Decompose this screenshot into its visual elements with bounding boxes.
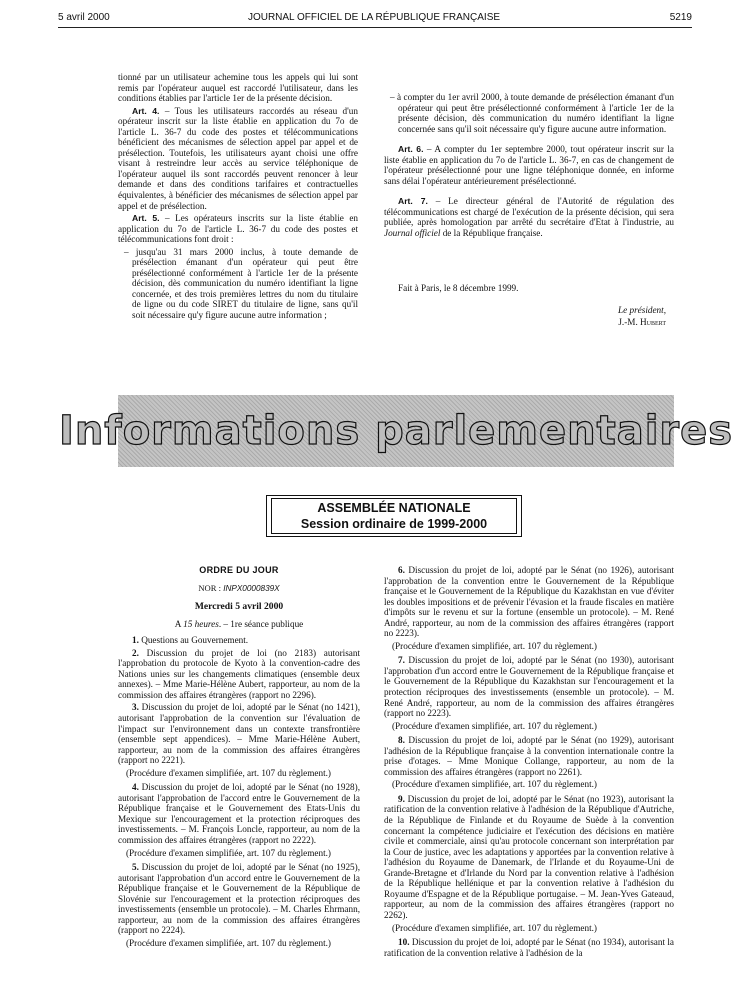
article-text: – Les opérateurs inscrits sur la liste établie en application du 7o de l'article L. 36-7 du code des postes et télécommunications font droit :	[118, 213, 358, 245]
agenda-title: ORDRE DU JOUR	[199, 565, 279, 575]
agenda-item	[118, 635, 360, 646]
signature-surname: Hubert	[640, 317, 666, 327]
signature-initials: J.-M.	[618, 317, 641, 327]
agenda-item-number: 9.	[398, 793, 405, 804]
agenda-item-text: Discussion du projet de loi, adopté par le Sénat (no 1934), autorisant la ratification de la convention relative à l'adhésion de la	[384, 937, 674, 958]
procedure-note: (Procédure d'examen simplifiée, art. 107 du règlement.)	[126, 847, 331, 858]
agenda-item-number: 6.	[398, 565, 405, 575]
agenda-item	[384, 655, 674, 718]
agenda-item	[118, 862, 360, 936]
nor-reference	[118, 583, 360, 595]
article-4	[118, 106, 358, 211]
article-text: – Le directeur général de l'Autorité de régulation des télécommunications est chargé de l'exécution de la présente décision, qui sera publiée, après homologation par arrêté du secrétaire d'Etat à l'industrie, au	[384, 196, 674, 228]
signature-title: Le président,	[618, 305, 666, 315]
agenda-item-text: Discussion du projet de loi, adopté par le Sénat (no 1930), autorisant l'approbation d'un accord entre le Gouvernement de la République française et le Gouvernement de la République du Kazakhstan sur l'encouragement et la protection réciproques des investissements (ensemble un protocole). – M. René André, rapporteur, au nom de la commission des affaires étrangères (rapport no 2223).	[384, 655, 674, 719]
procedure-note: (Procédure d'examen simplifiée, art. 107 du règlement.)	[126, 767, 331, 778]
procedure-note: (Procédure d'examen simplifiée, art. 107 du règlement.)	[392, 640, 597, 651]
agenda-item	[384, 937, 674, 958]
article-5-dash-1: – jusqu'au 31 mars 2000 inclus, à toute demande de présélection émanant d'un opérateur qui peut être présélectionné conformément à l'article 1er de la présente décision, dès communication du numéro identifiant la ligne concernée, et des trois premières lettres du nom du titulaire de ligne ou du code SIRET du titulaire de ligne, sans qu'il soit nécessaire qu'y figure aucune autre information ;	[124, 246, 358, 321]
agenda-item-number: 4.	[132, 782, 139, 793]
header-journal-title: JOURNAL OFFICIEL DE LA RÉPUBLIQUE FRANÇAISE	[247, 12, 501, 23]
article-7	[384, 196, 674, 238]
decision-paragraph: tionné par un utilisateur achemine tous les appels qui lui sont remis par l'opérateur auquel est raccordé l'utilisateur, dans les conditions établies par l'article 1er de la présente décision.	[118, 72, 358, 104]
article-text: de la République française.	[440, 228, 543, 239]
seance-suffix: . – 1re séance publique	[218, 618, 304, 629]
agenda-item-number: 1.	[132, 635, 139, 646]
procedure-note: (Procédure d'examen simplifiée, art. 107 du règlement.)	[392, 779, 597, 790]
nor-label: NOR :	[198, 582, 224, 593]
journal-officiel-italic: Journal officiel	[384, 228, 441, 239]
fait-a-paris: Fait à Paris, le 8 décembre 1999.	[398, 283, 519, 293]
header-date: 5 avril 2000	[58, 12, 110, 23]
nor-code: INPX0000839X	[223, 583, 280, 593]
decision-right-column	[384, 92, 674, 241]
agenda-item-text: Questions au Gouvernement.	[138, 635, 249, 646]
agenda-item-text: Discussion du projet de loi, adopté par le Sénat (no 1923), autorisant la ratification de la convention relative à l'adhésion de la République d'Autriche, de la République de Finlande et du Royaume de Suède à la convention concernant la compétence judiciaire et l'exécution des décisions en matière civile et commerciale, ainsi qu'au protocole concernant son interprétation par la Cour de justice, avec les adaptations y apportées par la convention relative à l'adhésion du Royaume de Danemark, de l'Irlande et du Royaume-Uni de Grande-Bretagne et d'Irlande du Nord par la convention relative à l'adhésion de la République hellénique et par la convention relative à l'adhésion du Royaume d'Espagne et de la République portugaise. – M. Jean-Yves Gateaud, rapporteur, au nom de la commission des affaires étrangères (rapport no 2262).	[384, 793, 674, 920]
section-banner-title: Informations parlementaires	[58, 408, 734, 454]
article-5	[118, 213, 358, 245]
agenda-item-text: Discussion du projet de loi, adopté par le Sénat (no 1926), autorisant l'approbation de la convention entre le Gouvernement de la République française et le Gouvernement de la République du Kazakhstan en vue d'éviter les doubles impositions et de prévenir l'évasion et la fraude fiscales en matière d'impôts sur le revenu et sur la fortune (ensemble un protocole). – M. René André, rapporteur, au nom de la commission des affaires étrangères (rapport no 2223).	[384, 565, 674, 639]
article-label: Art. 5.	[132, 213, 160, 224]
agenda-day: Mercredi 5 avril 2000	[194, 601, 284, 613]
agenda-item-number: 10.	[398, 937, 410, 948]
signature-name	[400, 317, 666, 327]
assembly-session: Session ordinaire de 1999-2000	[300, 517, 488, 531]
agenda-item-text: Discussion du projet de loi, adopté par le Sénat (no 1929), autorisant l'adhésion de la République française à la convention internationale contre la prise d'otages. – Mme Monique Collange, rapporteur, au nom de la commission des affaires étrangères (rapport no 2261).	[384, 735, 674, 777]
agenda-item	[384, 794, 674, 921]
header-page-number: 5219	[669, 12, 692, 23]
agenda-item	[384, 735, 674, 777]
agenda-item-text: Discussion du projet de loi, adopté par le Sénat (no 1928), autorisant l'approbation de l'accord entre le Gouvernement de la République française et le Gouvernement des Etats-Unis du Mexique sur l'encouragement et la protection réciproques des investissements. – M. François Loncle, rapporteur, au nom de la commission des affaires étrangères (rapport no 2222).	[118, 782, 360, 846]
article-label: Art. 7.	[398, 196, 428, 207]
decision-left-column	[118, 72, 358, 323]
agenda-item-number: 2.	[132, 647, 139, 658]
article-label: Art. 4.	[132, 105, 160, 116]
assembly-box	[266, 495, 522, 537]
agenda-item-text: Discussion du projet de loi, adopté par le Sénat (no 1925), autorisant l'approbation d'un accord entre le Gouvernement de la République française et le Gouvernement de la République de Slovénie sur l'encouragement et la protection réciproques des investissements (ensemble un protocole). – M. Charles Ehrmann, rapporteur, au nom de la commission des affaires étrangères (rapport no 2224).	[118, 862, 360, 936]
agenda-item-number: 5.	[132, 862, 139, 873]
procedure-note: (Procédure d'examen simplifiée, art. 107 du règlement.)	[126, 937, 331, 948]
article-label: Art. 6.	[398, 144, 424, 155]
agenda-item-number: 8.	[398, 735, 405, 746]
agenda-left-column	[118, 565, 360, 953]
agenda-item	[118, 648, 360, 701]
agenda-right-column	[384, 565, 674, 960]
article-6	[384, 144, 674, 186]
agenda-item	[384, 565, 674, 639]
procedure-note: (Procédure d'examen simplifiée, art. 107 du règlement.)	[392, 922, 597, 933]
agenda-item	[118, 702, 360, 765]
agenda-item-number: 7.	[398, 655, 405, 666]
assembly-name: ASSEMBLÉE NATIONALE	[317, 501, 471, 515]
header-rule	[58, 27, 692, 28]
agenda-item-text: Discussion du projet de loi, adopté par le Sénat (no 1421), autorisant l'approbation de la convention sur l'évaluation de l'impact sur l'environnement dans un contexte transfrontière (ensemble sept appendices). – Mme Marie-Hélène Aubert, rapporteur, au nom de la commission des affaires étrangères (rapport no 2221).	[118, 702, 360, 766]
article-5-dash-2: – à compter du 1er avril 2000, à toute demande de présélection émanant d'un opérateur qui peut être présélectionné conformément à l'article 1er de la présente décision, dès communication du numéro identifiant la ligne concernée sans qu'il soit nécessaire qu'y figure aucune autre information.	[390, 92, 674, 134]
seance-line	[118, 619, 360, 630]
agenda-item	[118, 782, 360, 845]
agenda-item-text: Discussion du projet de loi (no 2183) autorisant l'approbation du protocole de Kyoto à la convention-cadre des Nations unies sur les changements climatiques (ensemble deux annexes). – Mme Marie-Hélène Aubert, rapporteur, au nom de la commission des affaires étrangères (rapport no 2296).	[118, 647, 360, 700]
section-banner	[58, 395, 734, 467]
agenda-item-number: 3.	[132, 702, 139, 713]
article-text: – A compter du 1er septembre 2000, tout opérateur inscrit sur la liste établie en application du 7o de l'article L. 36-7, en cas de changement de l'opérateur présélectionné pour une ligne téléphonique donnée, en informe sans délai l'opérateur antérieurement présélectionné.	[384, 144, 674, 186]
seance-prefix: A	[174, 618, 184, 629]
seance-time: 15 heures	[183, 618, 219, 629]
procedure-note: (Procédure d'examen simplifiée, art. 107 du règlement.)	[392, 720, 597, 731]
article-text: – Tous les utilisateurs raccordés au réseau d'un opérateur inscrit sur la liste établie en application du 7o de l'article L. 36-7 du code des postes et télécommunications bénéficient des mécanismes de sélection appel par appel et de présélection. Toutefois, les utilisateurs ayant choisi une offre visant à restreindre leur accès au service téléphonique de l'opérateur auquel ils sont raccordés peuvent renoncer à leur demande et dans des conditions tarifaires et contractuelles équivalentes, à bénéficier des mécanismes de sélection appel par appel et de présélection.	[118, 105, 358, 211]
